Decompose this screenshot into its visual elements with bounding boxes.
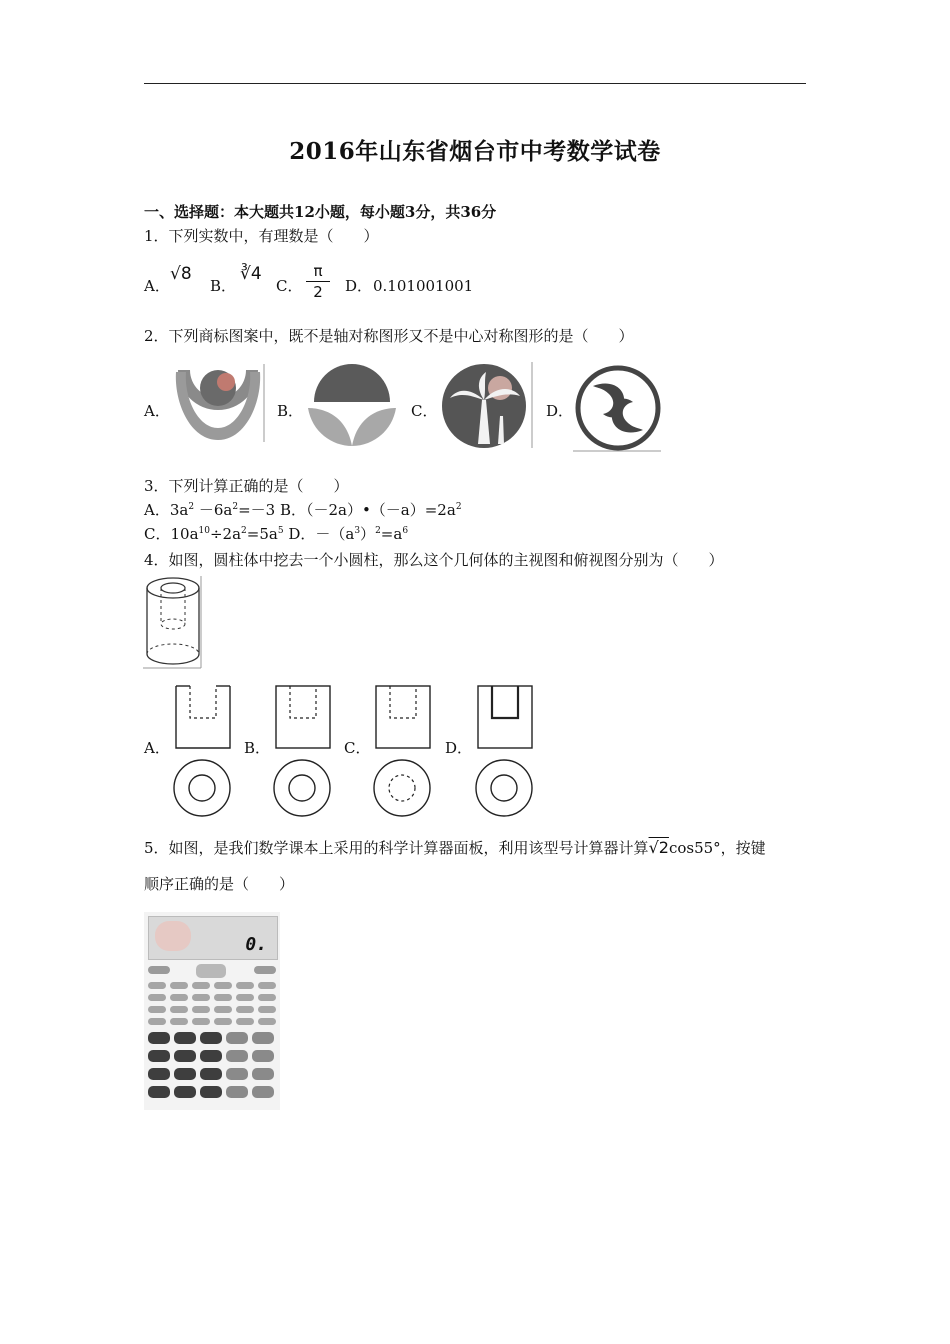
calc-key-function [258, 982, 276, 989]
q4-option-a-figure [170, 684, 236, 818]
calc-key-function [214, 1018, 232, 1025]
calc-key-function [170, 994, 188, 1001]
logo-c-palm-icon [438, 360, 534, 450]
q2-option-c-label: C． [411, 402, 438, 420]
logo-d-swirl-icon [573, 364, 663, 452]
hollow-cylinder-figure [143, 574, 203, 670]
q1-option-a-label: A． [144, 277, 170, 295]
calc-key-digit [148, 1032, 170, 1044]
calc-key-digit [174, 1086, 196, 1098]
calc-key-function [258, 1006, 276, 1013]
q1-option-c-label: C． [276, 277, 303, 295]
calc-key-digit [252, 1032, 274, 1044]
calc-key-function [170, 982, 188, 989]
calc-key-digit [148, 1086, 170, 1098]
calc-key-on [254, 966, 276, 974]
calc-key-digit [148, 1050, 170, 1062]
calc-key-function [148, 1006, 166, 1013]
q4-option-b-figure [270, 684, 336, 818]
calc-key-digit [200, 1068, 222, 1080]
q3-options-line2: C．$10a^{10}\div 2a^2=5a^5$ D．$-(a^3)^2=a^6$ [144, 525, 409, 543]
q3-options-line1: A．$3a^2 -6a^2=-3$ B．$(-2a)•(-a)=2a^2$ [144, 501, 462, 519]
calc-key-function [148, 994, 166, 1001]
calculator-image [144, 912, 280, 1110]
q5-stem-math: √2 [648, 838, 669, 857]
calc-key-digit [252, 1086, 274, 1098]
calc-key-function [258, 994, 276, 1001]
calc-key-dpad [196, 964, 226, 978]
q2-option-d-label: D． [546, 402, 574, 420]
q1-stem: 1．下列实数中，有理数是（ ） [144, 227, 379, 245]
q3-stem: 3．下列计算正确的是（ ） [144, 477, 349, 495]
q5-stem-line2: 顺序正确的是（ ） [144, 875, 295, 893]
calc-key-function [214, 982, 232, 989]
calc-key-function [236, 982, 254, 989]
calc-key-digit [174, 1068, 196, 1080]
section-heading: 一、选择题：本大题共12小题，每小题3分，共36分 [144, 203, 497, 221]
calc-key-function [214, 1006, 232, 1013]
q1-option-c-fraction [306, 262, 330, 301]
calc-key-digit [174, 1032, 196, 1044]
calc-key-digit [226, 1050, 248, 1062]
q4-option-c-label: C． [344, 739, 371, 757]
calc-key-digit [226, 1032, 248, 1044]
calc-key-function [170, 1006, 188, 1013]
calc-key-function [170, 1018, 188, 1025]
calc-key-function [236, 1018, 254, 1025]
q1-option-c-numerator: π [313, 262, 323, 280]
calc-key-function [258, 1018, 276, 1025]
q4-option-d-figure [472, 684, 538, 818]
logo-a-icon [170, 362, 266, 444]
calc-key-shift [148, 966, 170, 974]
calc-key-digit [200, 1086, 222, 1098]
calc-key-function [192, 1006, 210, 1013]
q4-option-c-figure [370, 684, 436, 818]
q1-option-b-label: B． [210, 277, 237, 295]
calc-key-digit [148, 1068, 170, 1080]
calc-key-function [192, 1018, 210, 1025]
q1-option-b-math: ∛4 [240, 264, 262, 284]
q1-option-d-text: 0.101001001 [373, 277, 474, 295]
q4-option-b-label: B． [244, 739, 271, 757]
calculator-display [148, 916, 278, 960]
calc-key-function [236, 1006, 254, 1013]
q2-option-a-label: A． [144, 402, 170, 420]
calc-key-function [192, 994, 210, 1001]
logo-b-icon [302, 362, 402, 448]
q2-stem: 2．下列商标图案中，既不是轴对称图形又不是中心对称图形的是（ ） [144, 327, 634, 345]
q4-option-d-label: D． [445, 739, 473, 757]
q5-stem-pre: 5．如图，是我们数学课本上采用的科学计算器面板，利用该型号计算器计算 [144, 839, 649, 857]
q5-stem-post: cos55°，按键 [668, 839, 766, 857]
q4-stem: 4．如图，圆柱体中挖去一个小圆柱，那么这个几何体的主视图和俯视图分别为（ ） [144, 551, 724, 569]
q1-option-a-math: √8 [170, 264, 192, 284]
calc-key-digit [200, 1050, 222, 1062]
calc-key-function [148, 1018, 166, 1025]
calc-key-digit [252, 1068, 274, 1080]
q1-option-d-label: D． [345, 277, 373, 295]
q1-option-c-denominator: 2 [313, 283, 323, 301]
calc-key-function [148, 982, 166, 989]
fraction-bar [306, 281, 330, 282]
calc-key-digit [226, 1068, 248, 1080]
display-glare [155, 921, 191, 951]
calc-key-digit [200, 1032, 222, 1044]
calc-key-function [192, 982, 210, 989]
q2-option-b-label: B． [277, 402, 304, 420]
header-rule [144, 83, 806, 84]
page-title: 2016年山东省烟台市中考数学试卷 [289, 138, 661, 165]
q5-stem-line1 [144, 838, 766, 858]
calc-key-function [214, 994, 232, 1001]
calc-key-digit [252, 1050, 274, 1062]
calc-key-digit [174, 1050, 196, 1062]
display-value: 0. [245, 934, 267, 955]
calc-key-function [236, 994, 254, 1001]
q4-option-a-label: A． [144, 739, 170, 757]
calc-key-digit [226, 1086, 248, 1098]
